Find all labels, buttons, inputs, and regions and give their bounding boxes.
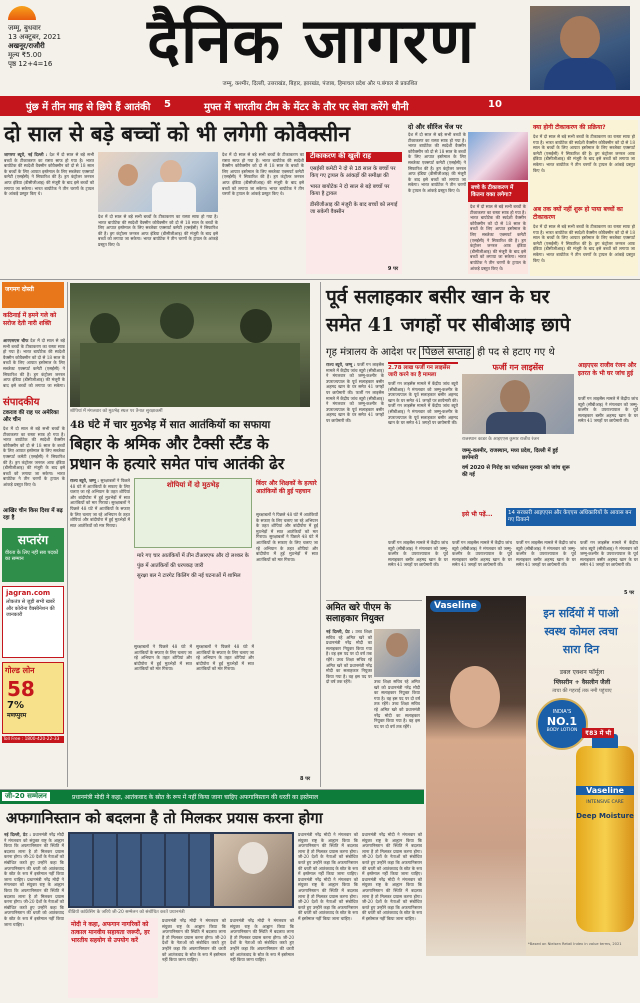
ad-product-name: Deep Moisture [576,812,634,820]
sapthang-title: सप्तरंग [17,533,49,547]
raids-page-ref[interactable]: 5 पर [624,590,635,596]
ad-badge [536,698,588,750]
lead-dateline: जागरण ब्यूरो, नई दिल्ली : [4,152,48,157]
edition-info [8,24,88,69]
afghan-body-col3: प्रधानमंत्री नरेंद्र मोदी ने मंगलवार को संयुक्त राष्ट्र के आह्वान किया कि अफगानिस्तान की स्थिति में बदलाव लाना है तो मिलकर प्रयास करना होगा। जी-20 देशों के नेताओं को संबोधित करते हुए उन्होंने कहा कि अफगानिस्तान की धरती को आतंकवाद के स्रोत के रूप में इस्तेमाल नहीं किया जाना चाहिए। [230,918,294,963]
edition-pages: पृष्ठ 12+4=16 [8,60,53,68]
ticker-right-page: 10 [488,99,502,110]
gold-loan-ad [2,662,64,734]
appointment-photo [374,629,420,677]
ticker-bar [0,96,640,116]
qa-side-sub: अब तक क्यों नहीं शुरू हो पाया बच्चों का टीकाकरण [533,206,623,221]
jagran-sub: लोकतंत्र से जुड़ी सभी खबरें और कोरोना वैक्सीनेशन की जानकारी [6,599,55,618]
raids-photo [462,374,574,434]
raids-side-title: फर्जी गन लाइसेंस [492,363,544,372]
left-rail [0,282,66,787]
raids-side [462,362,574,507]
left-rail-ad-title: जगमग दोस्ती [5,286,34,293]
terror-body-col3: सुरक्षाबलों ने पिछले 48 घंटे में आतंकियों के सफाए के लिए चलाए जा रहे अभियान के तहत शोपियां और बांदीपोरा में हुई मुठभेड़ों में सात आतंकियों को मार गिराया। [196,644,254,672]
afghan-box-text: मोदी ने कहा, अफगान नागरिकों को तत्काल मानवीय सहायता जरूरी, हर भारतीय सहयोग से उपयोग करें [71,921,150,944]
ad-badge-bottom: BODY LOTION [546,728,578,733]
g20-photo-caption: वीडियो कांफ्रेंसिंग के जरिये जी-20 सम्मेलन को संबोधित करते प्रधानमंत्री [68,910,185,915]
masthead [0,0,640,96]
gold-loan-rate: 58 [7,677,35,701]
raids-subhead-post: ही पद से हटाए गए थे [477,347,555,358]
raids-rel-text[interactable]: 14 सरकारी आइएएस और केएएस अधिकारियों के आवास बन गए ठिकाने [506,508,636,526]
appointment-body-2: उच्च शिक्षा सचिव रहे अमित खरे को प्रधानमंत्री नरेंद्र मोदी का सलाहकार नियुक्त किया गया है। वह इस पद पर दो वर्ष तक रहेंगे। उच्च शिक्षा सचिव रहे अमित खरे को प्रधानमंत्री नरेंद्र मोदी का सलाहकार नियुक्त किया गया है। वह इस पद पर दो वर्ष तक रहेंगे। [374,679,420,729]
vaccine-photo [468,132,528,180]
terror-side-title[interactable]: बिंदर और शिक्षकों के हत्यारे आतंकियों की हुई पहचान [256,480,317,495]
ad-line1: इन सर्दियों में पाओ [543,607,619,620]
raids-subhead-pre: गृह मंत्रालय के आदेश पर [326,347,417,358]
sapthang-sub: वीरता के लिए नहीं सब पदकों का सम्मान [5,550,59,562]
terror-body-col2: सुरक्षाबलों ने पिछले 48 घंटे में आतंकियों के सफाए के लिए चलाए जा रहे अभियान के तहत शोपियां और बांदीपोरा में हुई मुठभेड़ों में सात आतंकियों को मार गिराया। [134,644,192,672]
ad-formula2: ग्लिसरीन + वैसलीन जैली [553,679,611,686]
raids-body-col2: फर्जी गन लाइसेंस मामले में केंद्रीय जांच ब्यूरो (सीबीआइ) ने मंगलवार को जम्मू-कश्मीर के उपराज्यपाल के पूर्व सलाहकार बसीर अहमद खान के घर समेत 41 जगहों पर छापेमारी की। [388,540,448,568]
raids-subhead-box: पिछले सप्ताह [419,346,474,359]
edition-price: मूल्य ₹5.00 [8,51,42,59]
editorial-label: संपादकीय [3,397,40,408]
ad-price-tag: ₹83 में भी [582,728,614,738]
terror-bullet: सुरक्षा बल ने टारगेट किलिंग की नई घटनाओं में शामिल [137,573,241,579]
g20-photo [68,832,294,908]
terror-photo [70,283,310,407]
terror-bullet: मारे गए चार आतंकियों में तीन टीआरएफ और दो लश्कर के [137,553,249,559]
raids-box-title: 2.78 लाख फर्जी गन लाइसेंस जारी करने का है मामला [388,362,458,379]
vaseline-ad[interactable] [426,596,638,956]
terror-headline-3[interactable]: प्रधान के हत्यारे समेत पांच आतंकी ढेर [70,454,285,473]
qa-kids-title: बच्चे के टीकाकरण में कितना वक्त लगेगा? [468,182,528,202]
ticker-right-text[interactable]: मुफ्त में भारतीय टीम के मेंटर के तौर पर सेवा करेंगे धौनी [204,102,409,113]
ad-product-line: INTENSIVE CARE [586,800,624,805]
raids-point: वर्ष 2020 से गिरोह का पर्दाफाश गुरुवार को जांच शुरू की गई [462,465,570,478]
raids-rel-label: इसे भी पढ़ें... [462,511,493,518]
editorial-sub[interactable]: आखिर चीन किस दिशा में बढ़ रहा है [3,508,63,521]
edition-date-day: जम्मू, बुधवार [8,24,41,32]
qa-kids-box: बच्चे के टीकाकरण में कितना वक्त लगेगा? देश में दो साल से बड़े सभी बच्चों के टीकाकरण का रास्ता साफ हो गया है। भारत बायोटेक की स्वदेशी वैक्सीन कोवैक्सीन को दो से 18 साल के बच्चों के लिए आपात इस्तेमाल के लिए सब्जेक्ट एक्सपर्ट कमेटी (एसईसी) ने सिफारिश की है। ड्रग कंट्रोलर जनरल आफ इंडिया (डीसीजीआइ) की मंजूरी के बाद इसे बच्चों को लगाया जा सकेगा। भारत बायोटेक ने तीन चरणों के ट्रायल के आंकड़े प्रस्तुत किए थे। [468,182,528,274]
sun-logo [8,6,36,20]
afghan-body-col2: प्रधानमंत्री नरेंद्र मोदी ने मंगलवार को संयुक्त राष्ट्र के आह्वान किया कि अफगानिस्तान की स्थिति में बदलाव लाना है तो मिलकर प्रयास करना होगा। जी-20 देशों के नेताओं को संबोधित करते हुए उन्होंने कहा कि अफगानिस्तान की धरती को आतंकवाद के स्रोत के रूप में इस्तेमाल नहीं किया जाना चाहिए। [162,918,226,963]
lead-box-title: टीकाकरण की खुली राह [310,152,372,160]
g20-strip-label: जी-20 सम्मेलन [2,792,50,801]
ad-disclaimer: *Based on Nielsen Retail Index in value terms, 2021 [528,942,622,946]
masthead-cities: जम्मू, कश्मीर, दिल्ली, उत्तराखंड, बिहार, झारखंड, पंजाब, हिमाचल प्रदेश और प.बंगाल से प्रकाशित [222,81,418,87]
lead-story [0,118,640,278]
gold-loan-pct: 7% [7,700,24,711]
lead-body [4,152,94,272]
lead-photo [98,152,218,212]
edition-date: 13 अक्टूबर, 2021 [8,33,61,41]
qa-body: देश में दो साल से बड़े सभी बच्चों के टीकाकरण का रास्ता साफ हो गया है। भारत बायोटेक की स्वदेशी वैक्सीन कोवैक्सीन को दो से 18 साल के बच्चों के लिए आपात इस्तेमाल के लिए सब्जेक्ट एक्सपर्ट कमेटी (एसईसी) ने सिफारिश की है। ड्रग कंट्रोलर जनरल आफ इंडिया (डीसीजीआइ) की मंजूरी के बाद इसे बच्चों को लगाया जा सकेगा। भारत बायोटेक ने तीन चरणों के ट्रायल के आंकड़े प्रस्तुत किए थे। [408,132,466,193]
afghan-box [68,918,158,998]
lead-page-ref[interactable]: 9 पर [387,266,398,272]
g20-strip-text: प्रधानमंत्री मोदी ने कहा, आतंकवाद के स्रोत के रूप में नहीं किया जाना चाहिए अफगानिस्तान की धरती का इस्तेमाल [72,794,319,801]
ad-line3: सारा दिन [562,643,600,656]
masthead-title: दैनिक जागरण [147,4,475,77]
terror-bullets [134,550,252,640]
raids-point: जम्मू-कश्मीर, राजस्थान, मध्य प्रदेश, दिल्ली में हुई छापेमारी [462,448,558,461]
ad-badge-top: INDIA'S [552,709,572,715]
terror-body: राज्य ब्यूरो, जम्मू : सुरक्षाबलों ने पिछले 48 घंटे में आतंकियों के सफाए के लिए चलाए जा रहे अभियान के तहत शोपियां और बांदीपोरा में हुई मुठभेड़ों में सात आतंकियों को मार गिराया। सुरक्षाबलों ने पिछले 48 घंटे में आतंकियों के सफाए के लिए चलाए जा रहे अभियान के तहत शोपियां और बांदीपोरा में हुई मुठभेड़ों में सात आतंकियों को मार गिराया। [70,478,130,528]
raids-box: 2.78 लाख फर्जी गन लाइसेंस जारी करने का है मामला फर्जी गन लाइसेंस मामले में केंद्रीय जांच ब्यूरो (सीबीआइ) ने मंगलवार को जम्मू-कश्मीर के उपराज्यपाल के पूर्व सलाहकार बसीर अहमद खान के घर समेत 41 जगहों पर छापेमारी की। फर्जी गन लाइसेंस मामले में केंद्रीय जांच ब्यूरो (सीबीआइ) ने मंगलवार को जम्मू-कश्मीर के उपराज्यपाल के पूर्व सलाहकार बसीर अहमद खान के घर समेत 41 जगहों पर छापेमारी की। [388,362,458,562]
ticker-left-page: 5 [164,99,171,110]
ad-bottle [576,746,634,932]
terror-map-label: शोपियां में दो मुठभेड़ [166,481,220,489]
ad-brand-top: Vaseline [430,600,481,612]
raids-subhead [326,344,638,358]
raids-related [462,508,638,534]
left-rail-item1-title[interactable]: कठिनाई में हमने गले को सरोज देती नारी शक्ति [3,312,57,327]
raids-photo-caption: राजस्थान काडर के आइएएस कुमार राजीव रंजन [462,437,540,442]
terror-headline-1[interactable]: 48 घंटे में चार मुठभेड़ में सात आतंकियों का सफाया [70,419,271,431]
gold-loan-brand: मणप्पुरम [7,712,27,719]
ad-line2: स्वस्थ कोमल त्वचा [544,625,618,638]
lead-body-col3: देश में दो साल से बड़े सभी बच्चों के टीकाकरण का रास्ता साफ हो गया है। भारत बायोटेक की स्वदेशी वैक्सीन कोवैक्सीन को दो से 18 साल के बच्चों के लिए आपात इस्तेमाल के लिए सब्जेक्ट एक्सपर्ट कमेटी (एसईसी) ने सिफारिश की है। ड्रग कंट्रोलर जनरल आफ इंडिया (डीसीजीआइ) की मंजूरी के बाद इसे बच्चों को लगाया जा सकेगा। भारत बायोटेक ने तीन चरणों के ट्रायल के आंकड़े प्रस्तुत किए थे। [222,152,304,197]
appointment-title-2[interactable]: सलाहकार नियुक्त [326,614,384,624]
lead-box-point: भारत बायोटेक ने दो साल से बड़े बच्चों पर किया है ट्रायल [310,184,390,197]
raids-body-col5: फर्जी गन लाइसेंस मामले में केंद्रीय जांच ब्यूरो (सीबीआइ) ने मंगलवार को जम्मू-कश्मीर के उपराज्यपाल के पूर्व सलाहकार बसीर अहमद खान के घर समेत 41 जगहों पर छापेमारी की। [580,540,638,568]
afghan-headline[interactable]: अफगानिस्तान को बदलना है तो मिलकर प्रयास करना होगा [6,809,323,827]
qa-side: क्या होगी टीकाकरण की प्रक्रिया? देश में दो साल से बड़े सभी बच्चों के टीकाकरण का रास्ता साफ हो गया है। भारत बायोटेक की स्वदेशी वैक्सीन कोवैक्सीन को दो से 18 साल के बच्चों के लिए आपात इस्तेमाल के लिए सब्जेक्ट एक्सपर्ट कमेटी (एसईसी) ने सिफारिश की है। ड्रग कंट्रोलर जनरल आफ इंडिया (डीसीजीआइ) की मंजूरी के बाद इसे बच्चों को लगाया जा सकेगा। भारत बायोटेक ने तीन चरणों के ट्रायल के आंकड़े प्रस्तुत किए थे। अब तक क्यों नहीं शुरू हो पाया बच्चों का टीकाकरण देश में दो साल से बड़े सभी बच्चों के टीकाकरण का रास्ता साफ हो गया है। भारत बायोटेक की स्वदेशी वैक्सीन कोवैक्सीन को दो से 18 साल के बच्चों के लिए आपात इस्तेमाल के लिए सब्जेक्ट एक्सपर्ट कमेटी (एसईसी) ने सिफारिश की है। ड्रग कंट्रोलर जनरल आफ इंडिया (डीसीजीआइ) की मंजूरी के बाद इसे बच्चों को लगाया जा सकेगा। भारत बायोटेक ने तीन चरणों के ट्रायल के आंकड़े प्रस्तुत किए थे। [530,120,638,276]
lead-body-col2: देश में दो साल से बड़े सभी बच्चों के टीकाकरण का रास्ता साफ हो गया है। भारत बायोटेक की स्वदेशी वैक्सीन कोवैक्सीन को दो से 18 साल के बच्चों के लिए आपात इस्तेमाल के लिए सब्जेक्ट एक्सपर्ट कमेटी (एसईसी) ने सिफारिश की है। ड्रग कंट्रोलर जनरल आफ इंडिया (डीसीजीआइ) की मंजूरी के बाद इसे बच्चों को लगाया जा सकेगा। भारत बायोटेक ने तीन चरणों के ट्रायल के आंकड़े प्रस्तुत किए थे। [98,214,218,247]
ad-product-brand: Vaseline [576,786,634,795]
gold-loan-title: गोल्ड लोन [5,666,35,675]
lead-box-point: एसईसी कमेटी ने दो से 18 साल के बच्चों पर किए गए ट्रायल के आंकड़ों की समीक्षा की [310,166,396,179]
sapthang-box [2,528,64,582]
raids-side-sub[interactable]: आइएएस राजीव रंजन और इतरत के भी घर जांच हुई [578,362,637,377]
raids-body: राज्य ब्यूरो, जम्मू : फर्जी गन लाइसेंस मामले में केंद्रीय जांच ब्यूरो (सीबीआइ) ने मंगलवार को जम्मू-कश्मीर के उपराज्यपाल के पूर्व सलाहकार बसीर अहमद खान के घर समेत 41 जगहों पर छापेमारी की। फर्जी गन लाइसेंस मामले में केंद्रीय जांच ब्यूरो (सीबीआइ) ने मंगलवार को जम्मू-कश्मीर के उपराज्यपाल के पूर्व सलाहकार बसीर अहमद खान के घर समेत 41 जगहों पर छापेमारी की। [326,362,384,423]
terror-headline-2[interactable]: बिहार के श्रमिक और टैक्सी स्टैंड के [70,434,269,453]
lead-box-point: डीसीजीआइ की मंजूरी के बाद बच्चों को लगाई जा सकेगी वैक्सीन [310,202,398,215]
terror-page-ref[interactable]: 8 पर [300,776,311,782]
appointment-title-1[interactable]: अमित खरे पीएम के [326,603,391,613]
afghan-body: नई दिल्ली, प्रेट : प्रधानमंत्री नरेंद्र मोदी ने मंगलवार को संयुक्त राष्ट्र के आह्वान किया कि अफगानिस्तान की स्थिति में बदलाव लाना है तो मिलकर प्रयास करना होगा। जी-20 देशों के नेताओं को संबोधित करते हुए उन्होंने कहा कि अफगानिस्तान की धरती को आतंकवाद के स्रोत के रूप में इस्तेमाल नहीं किया जाना चाहिए। प्रधानमंत्री नरेंद्र मोदी ने मंगलवार को संयुक्त राष्ट्र के आह्वान किया कि अफगानिस्तान की स्थिति में बदलाव लाना है तो मिलकर प्रयास करना होगा। जी-20 देशों के नेताओं को संबोधित करते हुए उन्होंने कहा कि अफगानिस्तान की धरती को आतंकवाद के स्रोत के रूप में इस्तेमाल नहीं किया जाना चाहिए। [4,832,64,927]
dhoni-photo [530,6,630,90]
jagran-site[interactable]: jagran.com [6,589,51,597]
raids-side-body: फर्जी गन लाइसेंस मामले में केंद्रीय जांच ब्यूरो (सीबीआइ) ने मंगलवार को जम्मू-कश्मीर के उपराज्यपाल के पूर्व सलाहकार बसीर अहमद खान के घर समेत 41 जगहों पर छापेमारी की। [578,396,638,424]
ad-model [426,596,526,956]
editorial-body: देश में दो साल से बड़े सभी बच्चों के टीकाकरण का रास्ता साफ हो गया है। भारत बायोटेक की स्वदेशी वैक्सीन कोवैक्सीन को दो से 18 साल के बच्चों के लिए आपात इस्तेमाल के लिए सब्जेक्ट एक्सपर्ट कमेटी (एसईसी) ने सिफारिश की है। ड्रग कंट्रोलर जनरल आफ इंडिया (डीसीजीआइ) की मंजूरी के बाद इसे बच्चों को लगाया जा सकेगा। भारत बायोटेक ने तीन चरणों के ट्रायल के आंकड़े प्रस्तुत किए थे। [3,426,65,487]
lead-headline[interactable]: दो साल से बड़े बच्चों को भी लगेगी कोवैक्सीन [4,121,350,146]
raids-body-col3: फर्जी गन लाइसेंस मामले में केंद्रीय जांच ब्यूरो (सीबीआइ) ने मंगलवार को जम्मू-कश्मीर के उपराज्यपाल के पूर्व सलाहकार बसीर अहमद खान के घर समेत 41 जगहों पर छापेमारी की। [452,540,512,568]
afghan-body-col5: प्रधानमंत्री नरेंद्र मोदी ने मंगलवार को संयुक्त राष्ट्र के आह्वान किया कि अफगानिस्तान की स्थिति में बदलाव लाना है तो मिलकर प्रयास करना होगा। जी-20 देशों के नेताओं को संबोधित करते हुए उन्होंने कहा कि अफगानिस्तान की धरती को आतंकवाद के स्रोत के रूप में इस्तेमाल नहीं किया जाना चाहिए। प्रधानमंत्री नरेंद्र मोदी ने मंगलवार को संयुक्त राष्ट्र के आह्वान किया कि अफगानिस्तान की स्थिति में बदलाव लाना है तो मिलकर प्रयास करना होगा। जी-20 देशों के नेताओं को संबोधित करते हुए उन्होंने कहा कि अफगानिस्तान की धरती को आतंकवाद के स्रोत के रूप में इस्तेमाल नहीं किया जाना चाहिए। [362,832,422,921]
appointment [326,600,422,790]
gold-loan-phone: Toll Free : 1800-420-22-33 [2,736,64,743]
ticker-left-text[interactable]: पुंछ में तीन माह से छिपे हैं आतंकी [26,102,151,113]
editorial-title[interactable]: टकराव की राह पर अमेरिका और चीन [3,410,59,423]
ad-formula: डबल एक्शन फॉर्मूला [559,669,605,676]
afghan-body-col4: प्रधानमंत्री नरेंद्र मोदी ने मंगलवार को संयुक्त राष्ट्र के आह्वान किया कि अफगानिस्तान की स्थिति में बदलाव लाना है तो मिलकर प्रयास करना होगा। जी-20 देशों के नेताओं को संबोधित करते हुए उन्होंने कहा कि अफगानिस्तान की धरती को आतंकवाद के स्रोत के रूप में इस्तेमाल नहीं किया जाना चाहिए। प्रधानमंत्री नरेंद्र मोदी ने मंगलवार को संयुक्त राष्ट्र के आह्वान किया कि अफगानिस्तान की स्थिति में बदलाव लाना है तो मिलकर प्रयास करना होगा। जी-20 देशों के नेताओं को संबोधित करते हुए उन्होंने कहा कि अफगानिस्तान की धरती को आतंकवाद के स्रोत के रूप में इस्तेमाल नहीं किया जाना चाहिए। [298,832,358,921]
jagran-promo [2,586,64,658]
left-rail-ad [2,282,64,308]
lead-box [306,152,402,274]
raids-body-col4: फर्जी गन लाइसेंस मामले में केंद्रीय जांच ब्यूरो (सीबीआइ) ने मंगलवार को जम्मू-कश्मीर के उपराज्यपाल के पूर्व सलाहकार बसीर अहमद खान के घर समेत 41 जगहों पर छापेमारी की। [516,540,576,568]
ad-formula-note: त्वचा की गहराई तक नमी पहुंचाए [552,688,612,694]
qa-side-title: क्या होगी टीकाकरण की प्रक्रिया? [533,124,606,131]
appointment-body: नई दिल्ली, प्रेट : उच्च शिक्षा सचिव रहे अमित खरे को प्रधानमंत्री नरेंद्र मोदी का सलाहकार नियुक्त किया गया है। वह इस पद पर दो वर्ष तक रहेंगे। उच्च शिक्षा सचिव रहे अमित खरे को प्रधानमंत्री नरेंद्र मोदी का सलाहकार नियुक्त किया गया है। वह इस पद पर दो वर्ष तक रहेंगे। [326,629,372,685]
terror-bullet: पुंछ में आतंकियों की धरपकड़ जारी [137,563,204,569]
raids-headline-2[interactable]: समेत 41 जगहों पर सीबीआइ छापे [326,314,571,336]
terror-photo-caption: शोपियां में मंगलवार को मुठभेड़ स्थल पर तैनात सुरक्षाकर्मी [70,409,163,414]
lead-body-text: देश में दो साल से बड़े सभी बच्चों के टीकाकरण का रास्ता साफ हो गया है। भारत बायोटेक की स्वदेशी वैक्सीन कोवैक्सीन को दो से 18 साल के बच्चों के लिए आपात इस्तेमाल के लिए सब्जेक्ट एक्सपर्ट कमेटी (एसईसी) ने सिफारिश की है। ड्रग कंट्रोलर जनरल आफ इंडिया (डीसीजीआइ) की मंजूरी के बाद इसे बच्चों को लगाया जा सकेगा। भारत बायोटेक ने तीन चरणों के ट्रायल के आंकड़े प्रस्तुत किए थे। [4,152,94,197]
edition-region: अखनूर/राजौरी [8,42,45,50]
g20-strip [0,790,424,804]
raids-headline-1[interactable]: पूर्व सलाहकार बसीर खान के घर [326,286,550,308]
terror-map [134,478,252,548]
left-rail-item1-body: आरएसएस चीफ देश में दो साल से बड़े सभी बच्चों के टीकाकरण का रास्ता साफ हो गया है। भारत बायोटेक की स्वदेशी वैक्सीन कोवैक्सीन को दो से 18 साल के बच्चों के लिए आपात इस्तेमाल के लिए सब्जेक्ट एक्सपर्ट कमेटी (एसईसी) ने सिफारिश की है। ड्रग कंट्रोलर जनरल आफ इंडिया (डीसीजीआइ) की मंजूरी के बाद इसे बच्चों को लगाया जा सकेगा। [3,338,65,388]
qa-title: दो और सीरिंज चेंज पर [408,123,463,131]
ad-badge-no: NO.1 [546,715,578,728]
terror-side-body: सुरक्षाबलों ने पिछले 48 घंटे में आतंकियों के सफाए के लिए चलाए जा रहे अभियान के तहत शोपियां और बांदीपोरा में हुई मुठभेड़ों में सात आतंकियों को मार गिराया। सुरक्षाबलों ने पिछले 48 घंटे में आतंकियों के सफाए के लिए चलाए जा रहे अभियान के तहत शोपियां और बांदीपोरा में हुई मुठभेड़ों में सात आतंकियों को मार गिराया। [256,512,318,562]
